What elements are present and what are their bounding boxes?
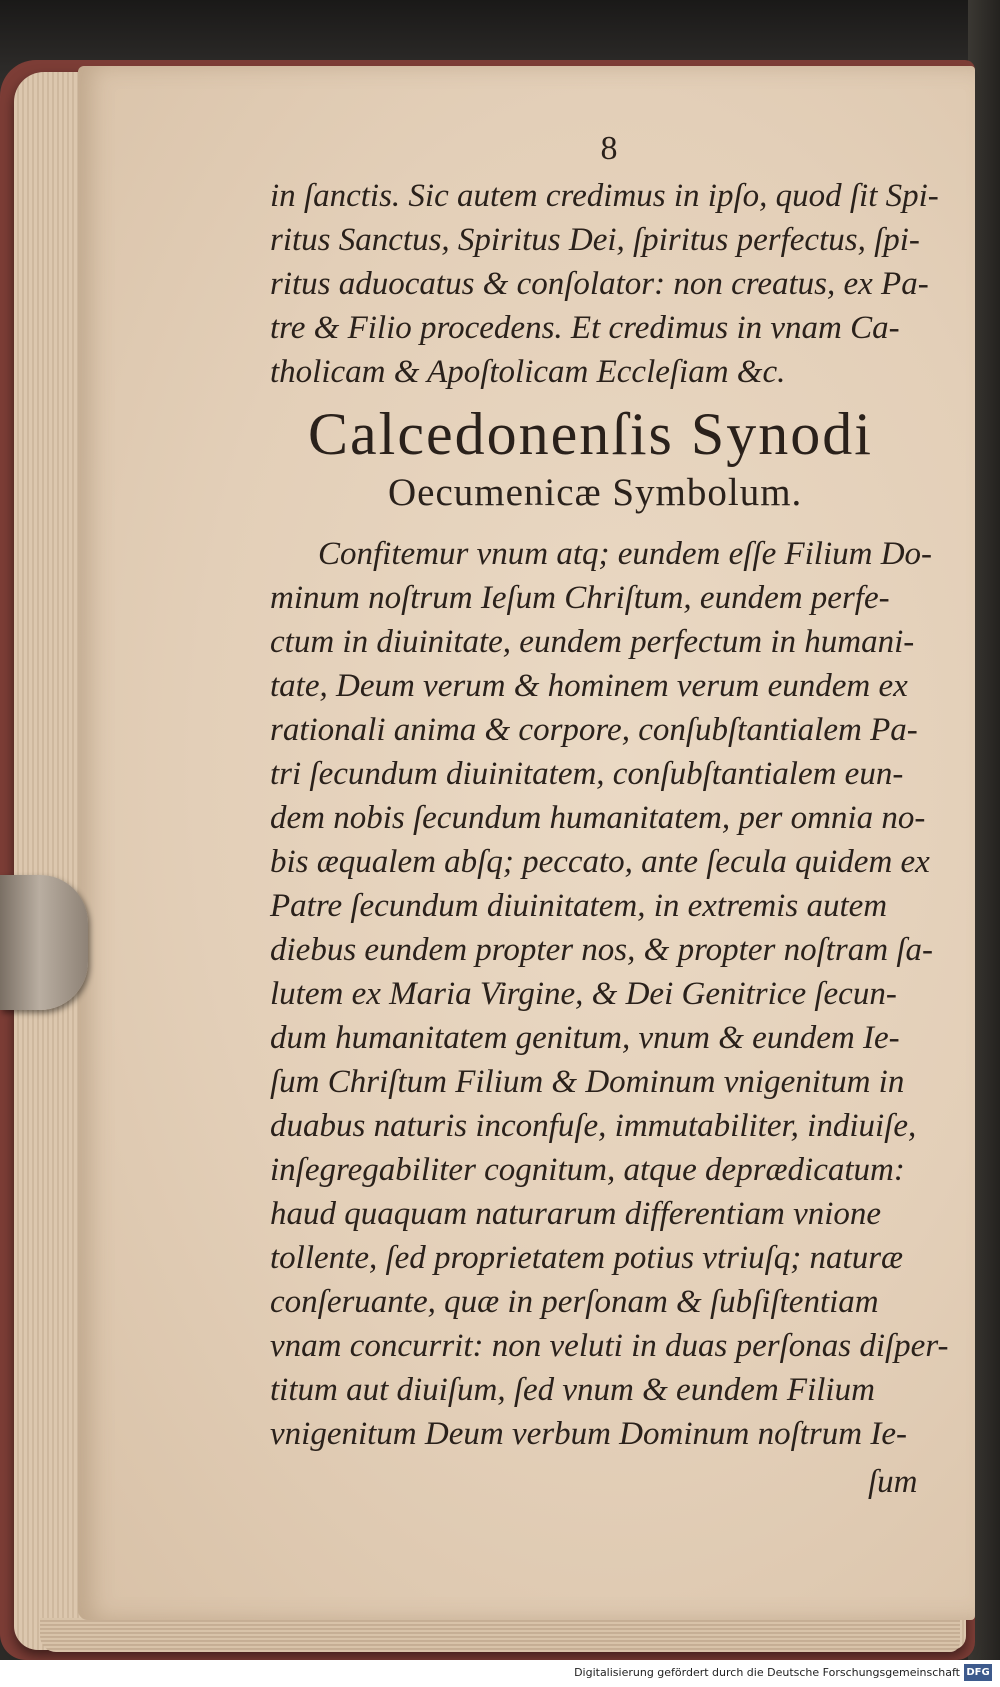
page-stack-bottom [40, 1618, 960, 1652]
body-line: rationali anima & corpore, conſubſtantialem Pa- [270, 712, 918, 748]
page-number: 8 [600, 130, 618, 167]
text-line: tre & Filio procedens. Et credimus in vnam Ca- [270, 310, 900, 346]
body-line: dem nobis ſecundum humanitatem, per omnia no- [270, 800, 926, 836]
body-line: Patre ſecundum diuinitatem, in extremis autem [270, 888, 888, 924]
body-line: tollente, ſed proprietatem potius vtriuſq; naturæ [270, 1240, 904, 1276]
text-line: ritus Sanctus, Spiritus Dei, ſpiritus perfectus, ſpi- [270, 222, 920, 258]
body-line: lutem ex Maria Virgine, & Dei Genitrice ſecun- [270, 976, 897, 1012]
dfg-logo-icon: DFG [964, 1664, 992, 1681]
body-line: titum aut diuiſum, ſed vnum & eundem Filium [270, 1372, 875, 1408]
section-subheading: Oecumenicæ Symbolum. [388, 471, 803, 514]
body-line: inſegregabiliter cognitum, atque deprædicatum: [270, 1152, 905, 1188]
body-line: vnigenitum Deum verbum Dominum noſtrum Ie- [270, 1416, 907, 1452]
footer-bar [0, 1660, 1000, 1687]
body-line: vnam concurrit: non veluti in duas perſonas diſper- [270, 1328, 949, 1364]
text-line: in ſanctis. Sic autem credimus in ipſo, quod ſit Spi- [270, 178, 939, 214]
body-line: tri ſecundum diuinitatem, conſubſtantialem eun- [270, 756, 904, 792]
funding-credit: Digitalisierung gefördert durch die Deutsche Forschungsgemeinschaft [574, 1666, 960, 1679]
body-line: conſeruante, quæ in perſonam & ſubſiſtentiam [270, 1284, 879, 1320]
body-line: ctum in diuinitate, eundem perfectum in humani- [270, 624, 915, 660]
body-line: diebus eundem propter nos, & propter noſtram ſa- [270, 932, 934, 968]
text-line: tholicam & Apoſtolicam Eccleſiam &c. [270, 354, 786, 390]
text-line: ritus aduocatus & conſolator: non creatus, ex Pa- [270, 266, 929, 302]
body-line: haud quaquam naturarum differentiam vnione [270, 1196, 882, 1232]
body-line: ſum Chriſtum Filium & Dominum vnigenitum in [270, 1064, 905, 1100]
body-line: duabus naturis inconfuſe, immutabiliter, indiuiſe, [270, 1108, 917, 1144]
body-line: minum noſtrum Ieſum Chriſtum, eundem perfe- [270, 580, 890, 616]
body-line: Confitemur vnum atq; eundem eſſe Filium Do- [318, 536, 933, 572]
catchword: ſum [868, 1464, 918, 1500]
book-clasp [0, 875, 88, 1010]
body-line: tate, Deum verum & hominem verum eundem ex [270, 668, 908, 704]
body-line: dum humanitatem genitum, vnum & eundem Ie- [270, 1020, 900, 1056]
body-line: bis æqualem abſq; peccato, ante ſecula quidem ex [270, 844, 930, 880]
section-heading: Calcedonenſis Synodi [308, 401, 873, 467]
